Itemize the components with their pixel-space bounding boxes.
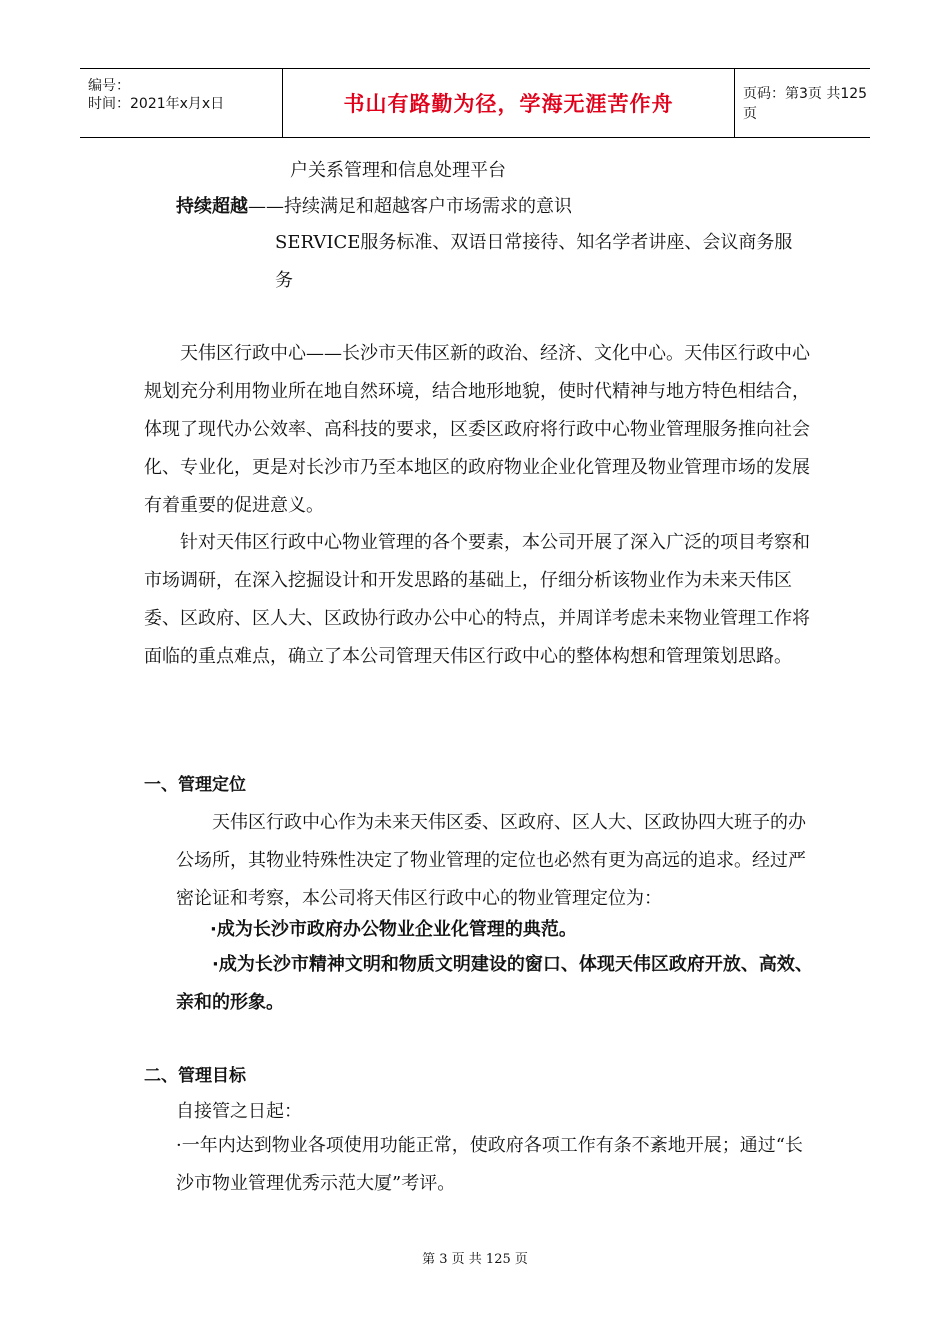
paragraph-2: 针对天伟区行政中心物业管理的各个要素，本公司开展了深入广泛的项目考察和市场调研，在深入挖掘设计和开发思路的基础上，仔细分析该物业作为未来天伟区委、区政府、区人大、区政协行政办公中心的特点，并周详考虑未来物业管理工作将面临的重点难点，确立了本公司管理天伟区行政中心的整体构想和管理策划思路。 <box>144 532 810 667</box>
page-header <box>80 68 870 138</box>
section-1-text: 天伟区行政中心作为未来天伟区委、区政府、区人大、区政协四大班子的办公场所，其物业特殊性决定了物业管理的定位也必然有更为高远的追求。经过严密论证和考察，本公司将天伟区行政中心的物业管理定位为： <box>176 812 806 909</box>
section-2-item-1 <box>176 1127 808 1203</box>
section-2-sub: 自接管之日起： <box>176 1101 302 1122</box>
document-number-label: 编号： <box>88 78 130 94</box>
header-motto-cell <box>283 69 735 137</box>
section-1-bullet-2: ·成为长沙市精神文明和物质文明建设的窗口、体现天伟区政府开放、高效、亲和的形象。 <box>176 954 813 1013</box>
header-motto: 书山有路勤为径，学海无涯苦作舟 <box>343 92 674 116</box>
intro-line-2 <box>176 198 572 216</box>
header-page-label: 页码：第3页 共125页 <box>743 86 868 122</box>
paragraph-1: 天伟区行政中心——长沙市天伟区新的政治、经济、文化中心。天伟区行政中心规划充分利用物业所在地自然环境，结合地形地貌，使时代精神与地方特色相结合，体现了现代办公效率、高科技的要求，区委区政府将行政中心物业管理服务推向社会化、专业化，更是对长沙市乃至本地区的政府物业企业化管理及物业管理市场的发展有着重要的促进意义。 <box>144 343 810 516</box>
section-1-bullet-1: ·成为长沙市政府办公物业企业化管理的典范。 <box>210 919 577 940</box>
document-date-label: 时间：2021年x月x日 <box>88 96 225 112</box>
intro-line-1: 户关系管理和信息处理平台 <box>290 160 506 181</box>
intro-line-3: SERVICE服务标准、双语日常接待、知名学者讲座、会议商务服 <box>275 232 793 253</box>
intro-line-4: 务 <box>275 270 293 291</box>
page-footer: 第 3 页 共 125 页 <box>422 1252 528 1267</box>
section-2-heading: 二、管理目标 <box>144 1066 246 1086</box>
intro-line-2-bold: 持续超越 <box>176 196 248 217</box>
section-2-item-1-text: ·一年内达到物业各项使用功能正常，使政府各项工作有条不紊地开展；通过“长沙市物业管理优秀示范大厦”考评。 <box>176 1135 803 1194</box>
header-meta-cell <box>80 69 283 137</box>
header-page-cell <box>735 69 870 137</box>
intro-line-2-rest: ——持续满足和超越客户市场需求的意识 <box>248 196 572 217</box>
section-1-heading: 一、管理定位 <box>144 775 246 795</box>
